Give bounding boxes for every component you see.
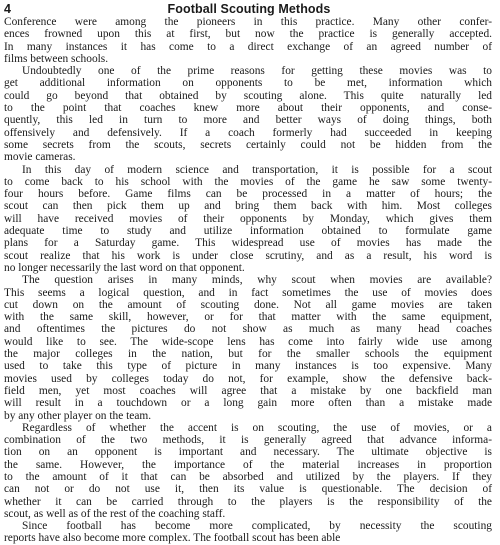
paragraph (4, 520, 492, 545)
text-line: some secrets from the scouts, secrets certainly could not be hidden from the (4, 138, 492, 151)
paragraph (4, 16, 492, 65)
text-line: Regardless of whether the accent is on scouting, the use of movies, or a (22, 421, 492, 434)
page-number: 4 (4, 2, 11, 16)
text-line: offensively and defensively. If a coach formerly had succeeded in keeping (4, 126, 492, 139)
text-line: Undoubtedly one of the prime reasons for getting these movies was to (22, 65, 492, 78)
text-line: Conference were among the pioneers in this practice. Many other confer- (4, 16, 492, 28)
text-line: movie cameras. (4, 151, 76, 164)
text-line: can not or do not use it, then its value is questionable. The decision of (4, 483, 492, 496)
text-line: plans for a Saturday game. This widespread use of movies has made the (4, 237, 492, 250)
text-line: quently, this led in turn to more and better ways of doing things, both (4, 114, 492, 127)
text-line: films between schools. (4, 52, 109, 65)
text-line: will have received movies of their opponents by Monday, which gives them (4, 212, 492, 225)
text-line: with the same skill, however, or for that matter with the same equipment, (4, 311, 492, 324)
text-line: tion on an opponent is important and necessary. The ultimate objective is (4, 446, 492, 459)
text-line: cut down on the amount of scouting done. Not all game movies are taken (4, 298, 492, 311)
text-line: scout can then pick them up and bring them back with him. Most colleges (4, 200, 492, 213)
text-line: adequate time to study and utilize information obtained to formulate game (4, 225, 492, 238)
text-line: to the point that coaches knew more about their opponents, and conse- (4, 102, 492, 115)
paragraph (4, 164, 492, 275)
text-line: movies used by colleges today do not, for example, show the defensive back- (4, 372, 492, 385)
page-header (4, 1, 494, 17)
text-line: used to take this type of picture in many instances is too expensive. Many (4, 360, 492, 373)
text-line: by any other player on the team. (4, 409, 152, 422)
text-line: no longer necessarily the last word on that opponent. (4, 261, 245, 274)
text-line: get additional information on opponents to be met, information which (4, 77, 492, 90)
text-line: whether it can be carried through to the players is the responsibility of the (4, 495, 492, 508)
text-line: and oftentimes the pictures do not show as much as many head coaches (4, 323, 492, 336)
text-line: In this day of modern science and transportation, it is possible for a scout (22, 163, 492, 176)
text-line: combination of the two methods, it is generally agreed that advance informa- (4, 434, 492, 447)
text-line: Since football has become more complicated, by necessity the scouting (22, 520, 492, 533)
text-line: will result in a touchdown or a long gain more often than a mistake made (4, 397, 492, 410)
paragraph (4, 65, 492, 163)
text-line: to come back to his school with the movies of the game he saw some twenty- (4, 175, 492, 188)
text-line: reports have also become more complex. The football scout has been able (4, 532, 341, 545)
text-line: the same. However, the importance of the material increases in proportion (4, 458, 492, 471)
text-line: In many instances it has come to a direct exchange of an agreed number of (4, 40, 492, 53)
text-line: to the amount of it that can be absorbed and utilized by the players. If they (4, 470, 492, 483)
text-line: would like to see. The wide-scope lens has come into fairly wide use among (4, 335, 492, 348)
text-line: ences frowned upon this at first, but now the practice is generally accepted. (4, 28, 492, 41)
text-line: could go beyond that obtained by scouting alone. This quite naturally led (4, 89, 492, 102)
body-text (4, 16, 492, 545)
paragraph (4, 422, 492, 520)
paragraph (4, 274, 492, 422)
text-line: field men, yet most coaches will agree that a mistake by one backfield man (4, 384, 492, 397)
running-head: Football Scouting Methods (167, 2, 331, 16)
text-line: This seems a logical question, and in fact sometimes the use of movies does (4, 286, 492, 299)
text-line: scout, as well as of the rest of the coaching staff. (4, 507, 226, 520)
text-line: The question arises in many minds, why scout when movies are available? (22, 274, 492, 287)
text-line: four hours before. Game films can be processed in a matter of hours; the (4, 188, 492, 201)
text-line: scout realize that his work is under close scrutiny, and as a result, his word is (4, 249, 492, 262)
text-line: the major colleges in the nation, but for the smaller schools the equipment (4, 348, 492, 361)
